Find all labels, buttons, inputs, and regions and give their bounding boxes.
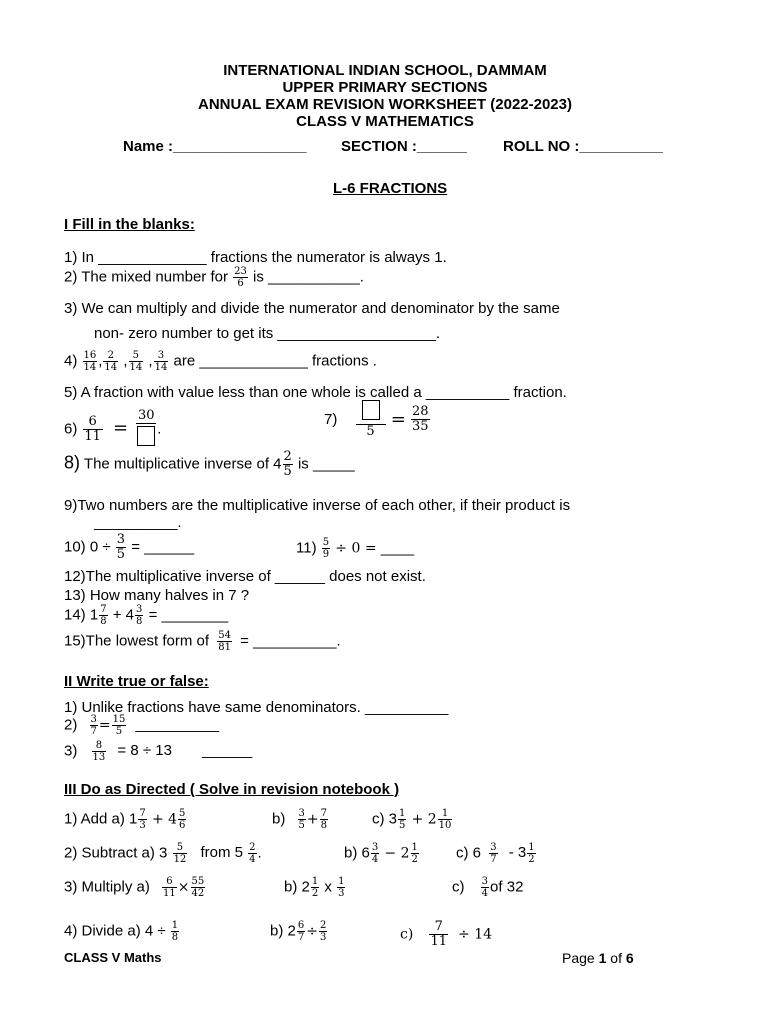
- fraction: $\frac{2}{14}$: [104, 350, 118, 373]
- q3-1a: 1) Add a) 1 $\frac{7}{3}$ + 4 $\frac{5}{6}$: [64, 808, 186, 831]
- fraction-with-box: 5: [356, 400, 386, 439]
- footer-class: CLASS V Maths: [64, 950, 162, 965]
- q1-11: 11) $\frac{5}{9}$ ÷ 0 = ____: [296, 537, 415, 560]
- name-field: Name :________________: [123, 138, 307, 155]
- fraction: $\frac{23}{6}$: [234, 266, 247, 289]
- q1-2-blank: is ___________.: [253, 268, 364, 286]
- class-subject: CLASS V MATHEMATICS: [296, 113, 474, 130]
- fraction: $\frac{2}{4}$: [249, 842, 256, 865]
- q2-1: 1) Unlike fractions have same denominators. __________: [64, 699, 449, 716]
- fraction: $\frac{28}{35}$: [411, 404, 429, 434]
- q1-8: 8) The multiplicative inverse of 4 $\frac{2}{5}$ is _____: [64, 449, 355, 479]
- part3-heading: III Do as Directed ( Solve in revision notebook ): [64, 781, 400, 798]
- lesson-title: L-6 FRACTIONS: [333, 180, 448, 197]
- answer-box[interactable]: [137, 426, 155, 446]
- fraction: $\frac{3}{5}$: [116, 532, 126, 562]
- q3-4a: 4) Divide a) 4 ÷ $\frac{1}{8}$: [64, 920, 179, 943]
- fraction: $\frac{7}{3}$: [139, 808, 146, 831]
- q1-10: 10) 0 ÷ $\frac{3}{5}$ = ______: [64, 532, 195, 562]
- fraction: $\frac{54}{81}$: [218, 630, 231, 653]
- fraction: $\frac{1}{5}$: [399, 808, 406, 831]
- section-field: SECTION :______: [341, 138, 467, 155]
- exam-title: ANNUAL EXAM REVISION WORKSHEET (2022-2023): [198, 96, 572, 113]
- q3-4c: c) $\frac{7}{11}$ ÷ 14: [400, 919, 493, 949]
- q1-4: 4) $\frac{16}{14}$ , $\frac{2}{14}$ , $\frac{5}{14}$ , $\frac{3}{14}$ are _____________ fractions .: [64, 350, 377, 373]
- part1-heading: I Fill in the blanks:: [64, 216, 195, 233]
- fraction: $\frac{3}{7}$: [90, 714, 97, 737]
- fraction: $\frac{5}{14}$: [129, 350, 143, 373]
- q2-3: 3) $\frac{8}{13}$ = 8 ÷ 13 ______: [64, 740, 253, 763]
- fraction: $\frac{1}{8}$: [171, 920, 179, 943]
- q1-9a: 9)Two numbers are the multiplicative inverse of each other, if their product is: [64, 497, 571, 514]
- fraction: $\frac{3}{7}$: [490, 842, 497, 865]
- q3-3a: 3) Multiply a) $\frac{6}{11}$ × $\frac{55}{42}$: [64, 876, 205, 899]
- fraction: $\frac{16}{14}$: [83, 350, 97, 373]
- q1-15: 15)The lowest form of $\frac{54}{81}$ = __________.: [64, 630, 341, 653]
- fraction: $\frac{5}{6}$: [179, 808, 186, 831]
- fraction: $\frac{1}{10}$: [438, 808, 452, 831]
- answer-box[interactable]: [362, 400, 380, 420]
- section-name: UPPER PRIMARY SECTIONS: [282, 79, 488, 96]
- fraction: $\frac{3}{4}$: [481, 876, 489, 899]
- q1-7: 7) 5 = $\frac{28}{35}$: [324, 400, 431, 439]
- q2-2: 2) $\frac{3}{7}$ = $\frac{15}{5}$ __________: [64, 714, 219, 737]
- fraction: $\frac{6}{11}$: [163, 876, 176, 899]
- q3-2c: c) 6 $\frac{3}{7}$ - 3 $\frac{1}{2}$: [456, 842, 535, 865]
- fraction: $\frac{7}{8}$: [100, 604, 107, 627]
- fraction: $\frac{2}{5}$: [283, 449, 292, 479]
- q1-5: 5) A fraction with value less than one whole is called a __________ fraction.: [64, 384, 567, 401]
- fraction: $\frac{6}{7}$: [297, 920, 305, 943]
- fraction: $\frac{7}{11}$: [430, 919, 448, 949]
- q3-2b: b) 6 $\frac{3}{4}$ − 2 $\frac{1}{2}$: [344, 842, 418, 865]
- fraction: $\frac{5}{9}$: [322, 537, 330, 560]
- fraction: $\frac{3}{4}$: [371, 842, 379, 865]
- page-number: Page 1 of 6: [562, 950, 634, 966]
- school-name: INTERNATIONAL INDIAN SCHOOL, DAMMAM: [223, 62, 547, 79]
- fraction: $\frac{3}{14}$: [154, 350, 168, 373]
- fraction: $\frac{1}{2}$: [411, 842, 418, 865]
- fraction: $\frac{15}{5}$: [112, 714, 126, 737]
- q3-1c: c) 3 $\frac{1}{5}$ + 2 $\frac{1}{10}$: [372, 808, 452, 831]
- q1-13: 13) How many halves in 7 ?: [64, 587, 250, 604]
- fraction-with-box: 30: [136, 409, 156, 450]
- roll-field: ROLL NO :__________: [503, 138, 663, 155]
- q1-9b: __________.: [94, 514, 182, 531]
- fraction: $\frac{6}{11}$: [84, 414, 101, 444]
- fraction: $\frac{3}{8}$: [136, 604, 143, 627]
- q3-4b: b) 2 $\frac{6}{7}$ ÷ $\frac{2}{3}$: [270, 920, 327, 943]
- fraction: $\frac{8}{13}$: [92, 740, 106, 763]
- fraction: $\frac{7}{8}$: [320, 808, 327, 831]
- q1-1: 1) In _____________ fractions the numerator is always 1.: [64, 249, 447, 266]
- fraction: $\frac{1}{2}$: [528, 842, 535, 865]
- q1-3b: non- zero number to get its ___________________.: [94, 325, 441, 342]
- q1-2: [64, 266, 364, 289]
- fraction: $\frac{2}{3}$: [319, 920, 327, 943]
- q1-6: 6) $\frac{6}{11}$ = 30 .: [64, 409, 161, 450]
- part2-heading: II Write true or false:: [64, 673, 209, 690]
- fraction: $\frac{5}{12}$: [173, 842, 187, 865]
- q1-3a: 3) We can multiply and divide the numerator and denominator by the same: [64, 300, 560, 317]
- fraction: $\frac{55}{42}$: [191, 876, 205, 899]
- q1-2-text: 2) The mixed number for: [64, 268, 228, 286]
- q3-1b: b) $\frac{3}{5}$ + $\frac{7}{8}$: [272, 808, 327, 831]
- q3-3b: b) 2 $\frac{1}{2}$ x $\frac{1}{3}$: [284, 876, 345, 899]
- q3-2a: 2) Subtract a) 3 $\frac{5}{12}$ from 5 $\frac{2}{4}$ .: [64, 842, 262, 865]
- q1-12: 12)The multiplicative inverse of ______ does not exist.: [64, 568, 426, 585]
- fraction: $\frac{1}{3}$: [338, 876, 345, 899]
- fraction: $\frac{1}{2}$: [311, 876, 319, 899]
- q1-14: 14) 1 $\frac{7}{8}$ + 4 $\frac{3}{8}$ = ________: [64, 604, 229, 627]
- q3-3c: c) $\frac{3}{4}$ of 32: [452, 876, 524, 899]
- fraction: $\frac{3}{5}$: [298, 808, 305, 831]
